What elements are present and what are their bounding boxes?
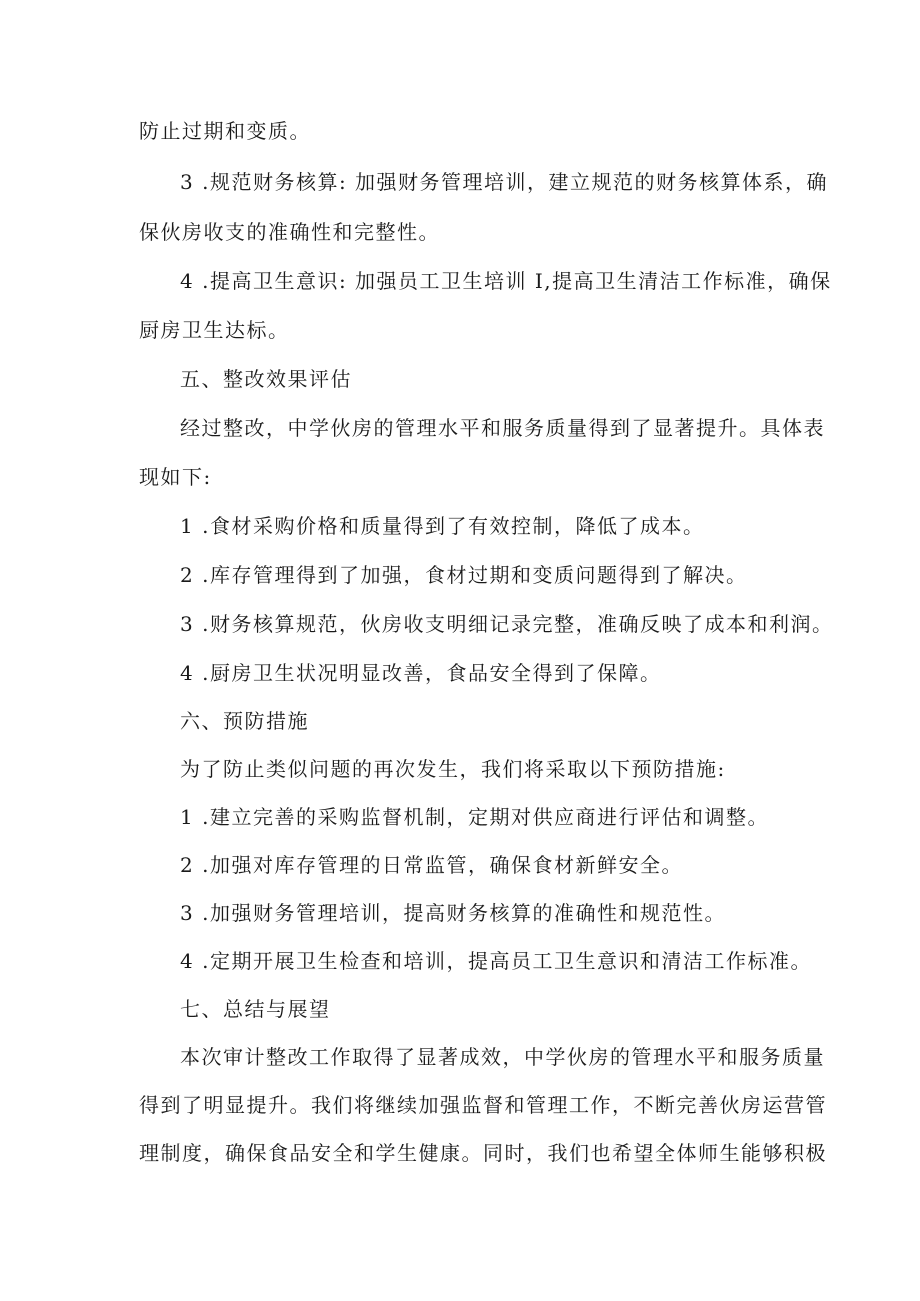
paragraph-line: 理制度，确保食品安全和学生健康。同时，我们也希望全体师生能够积极 xyxy=(139,1141,827,1165)
paragraph-line: 现如下: xyxy=(139,465,212,489)
paragraph-line: 为了防止类似问题的再次发生，我们将采取以下预防措施: xyxy=(180,757,726,781)
paragraph-line: 经过整改，中学伙房的管理水平和服务质量得到了显著提升。具体表 xyxy=(180,416,825,440)
section-heading: 六、预防措施 xyxy=(180,709,309,733)
paragraph-line: 本次审计整改工作取得了显著成效，中学伙房的管理水平和服务质量 xyxy=(180,1045,825,1069)
section-heading: 五、整改效果评估 xyxy=(180,367,352,391)
paragraph-line: 得到了明显提升。我们将继续加强监督和管理工作，不断完善伙房运营管 xyxy=(139,1093,827,1117)
list-item-line: 1 .建立完善的采购监督机制，定期对供应商进行评估和调整。 xyxy=(180,805,769,829)
list-item-line: 4 .提高卫生意识: 加强员工卫生培训 I,提高卫生清洁工作标准，确保 xyxy=(180,269,832,293)
list-item-line: 4 .定期开展卫生检查和培训，提高员工卫生意识和清洁工作标准。 xyxy=(180,949,812,973)
section-heading: 七、总结与展望 xyxy=(180,997,331,1021)
list-item-line: 2 .加强对库存管理的日常监管，确保食材新鲜安全。 xyxy=(180,853,683,877)
list-item-line: 2 .库存管理得到了加强，食材过期和变质问题得到了解决。 xyxy=(180,563,748,587)
list-item-line: 3 .规范财务核算: 加强财务管理培训，建立规范的财务核算体系，确 xyxy=(180,170,829,194)
list-item-line: 3 .加强财务管理培训，提高财务核算的准确性和规范性。 xyxy=(180,901,726,925)
list-item-line: 1 .食材采购价格和质量得到了有效控制，降低了成本。 xyxy=(180,514,705,538)
list-item-line: 3 .财务核算规范，伙房收支明细记录完整，准确反映了成本和利润。 xyxy=(180,612,834,636)
list-item-line: 4 .厨房卫生状况明显改善，食品安全得到了保障。 xyxy=(180,661,662,685)
list-item-line: 厨房卫生达标。 xyxy=(139,318,290,342)
continuation-paragraph-line: 防止过期和变质。 xyxy=(139,119,311,143)
list-item-line: 保伙房收支的准确性和完整性。 xyxy=(139,220,440,244)
